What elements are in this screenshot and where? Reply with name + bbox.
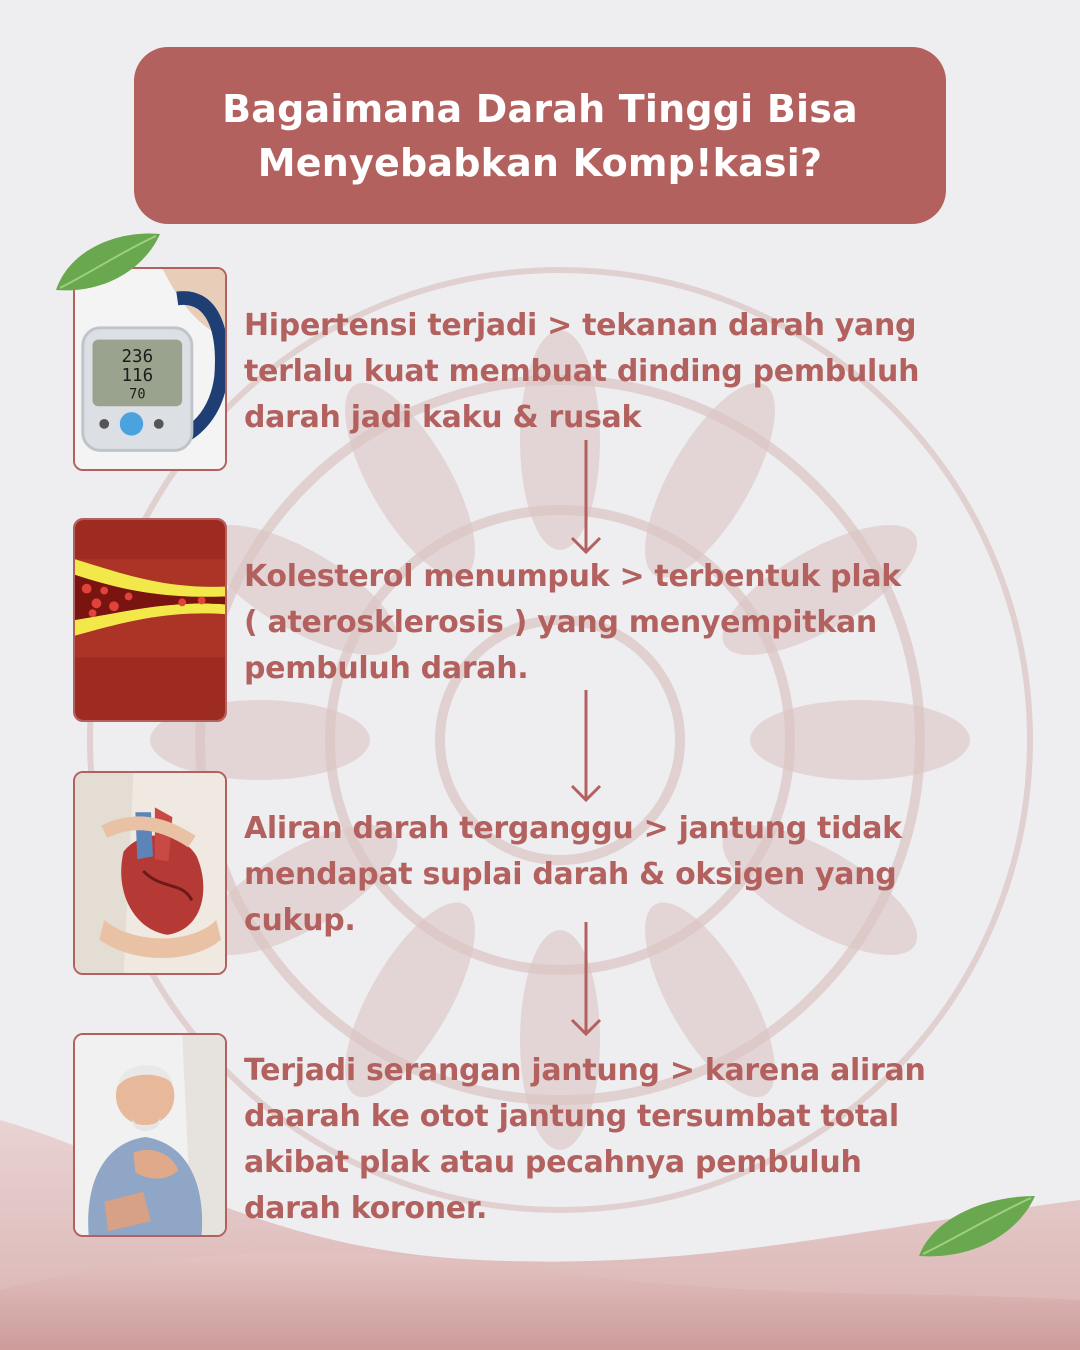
- mandala-petal: [750, 700, 970, 780]
- monitor-reading-1: 236: [121, 347, 154, 368]
- leaf-icon-bottom-right: [915, 1192, 1040, 1262]
- title-line-1: Bagaimana Darah Tinggi Bisa: [222, 86, 858, 131]
- arrow-down-icon-1: [568, 440, 604, 556]
- step-3-line-1: Aliran darah terganggu > jantung tidak: [244, 811, 902, 846]
- arrow-down-icon-3: [568, 922, 604, 1038]
- step-3-line-3: cukup.: [244, 903, 356, 938]
- clogged-artery-image: [73, 518, 227, 722]
- arrow-down-icon-2: [568, 690, 604, 804]
- step-1-line-3: darah jadi kaku & rusak: [244, 400, 642, 435]
- man-chest-pain-image: [73, 1033, 227, 1237]
- step-4-line-2: daarah ke otot jantung tersumbat total: [244, 1099, 899, 1134]
- step-4-line-4: darah koroner.: [244, 1191, 488, 1226]
- title-banner: [134, 47, 946, 224]
- step-4-line-3: akibat plak atau pecahnya pembuluh: [244, 1145, 862, 1180]
- step-1-text: [244, 303, 984, 441]
- step-2-line-1: Kolesterol menumpuk > terbentuk plak: [244, 559, 901, 594]
- step-3-line-2: mendapat suplai darah & oksigen yang: [244, 857, 897, 892]
- step-4-line-1: Terjadi serangan jantung > karena aliran: [244, 1053, 926, 1088]
- leaf-icon-top-left: [50, 228, 165, 298]
- heart-model-in-hands-image: [73, 771, 227, 975]
- step-1-line-1: Hipertensi terjadi > tekanan darah yang: [244, 308, 917, 343]
- step-4-text: [244, 1048, 984, 1232]
- title-line-2: Menyebabkan Komp!kasi?: [257, 140, 823, 185]
- monitor-reading-3: 70: [129, 386, 146, 403]
- step-2-line-3: pembuluh darah.: [244, 651, 529, 686]
- mandala-petals: [150, 330, 970, 1150]
- step-2-text: [244, 554, 984, 692]
- step-1-line-2: terlalu kuat membuat dinding pembuluh: [244, 354, 920, 389]
- step-2-line-2: ( aterosklerosis ) yang menyempitkan: [244, 605, 877, 640]
- step-3-text: [244, 806, 984, 944]
- monitor-reading-2: 116: [121, 365, 154, 386]
